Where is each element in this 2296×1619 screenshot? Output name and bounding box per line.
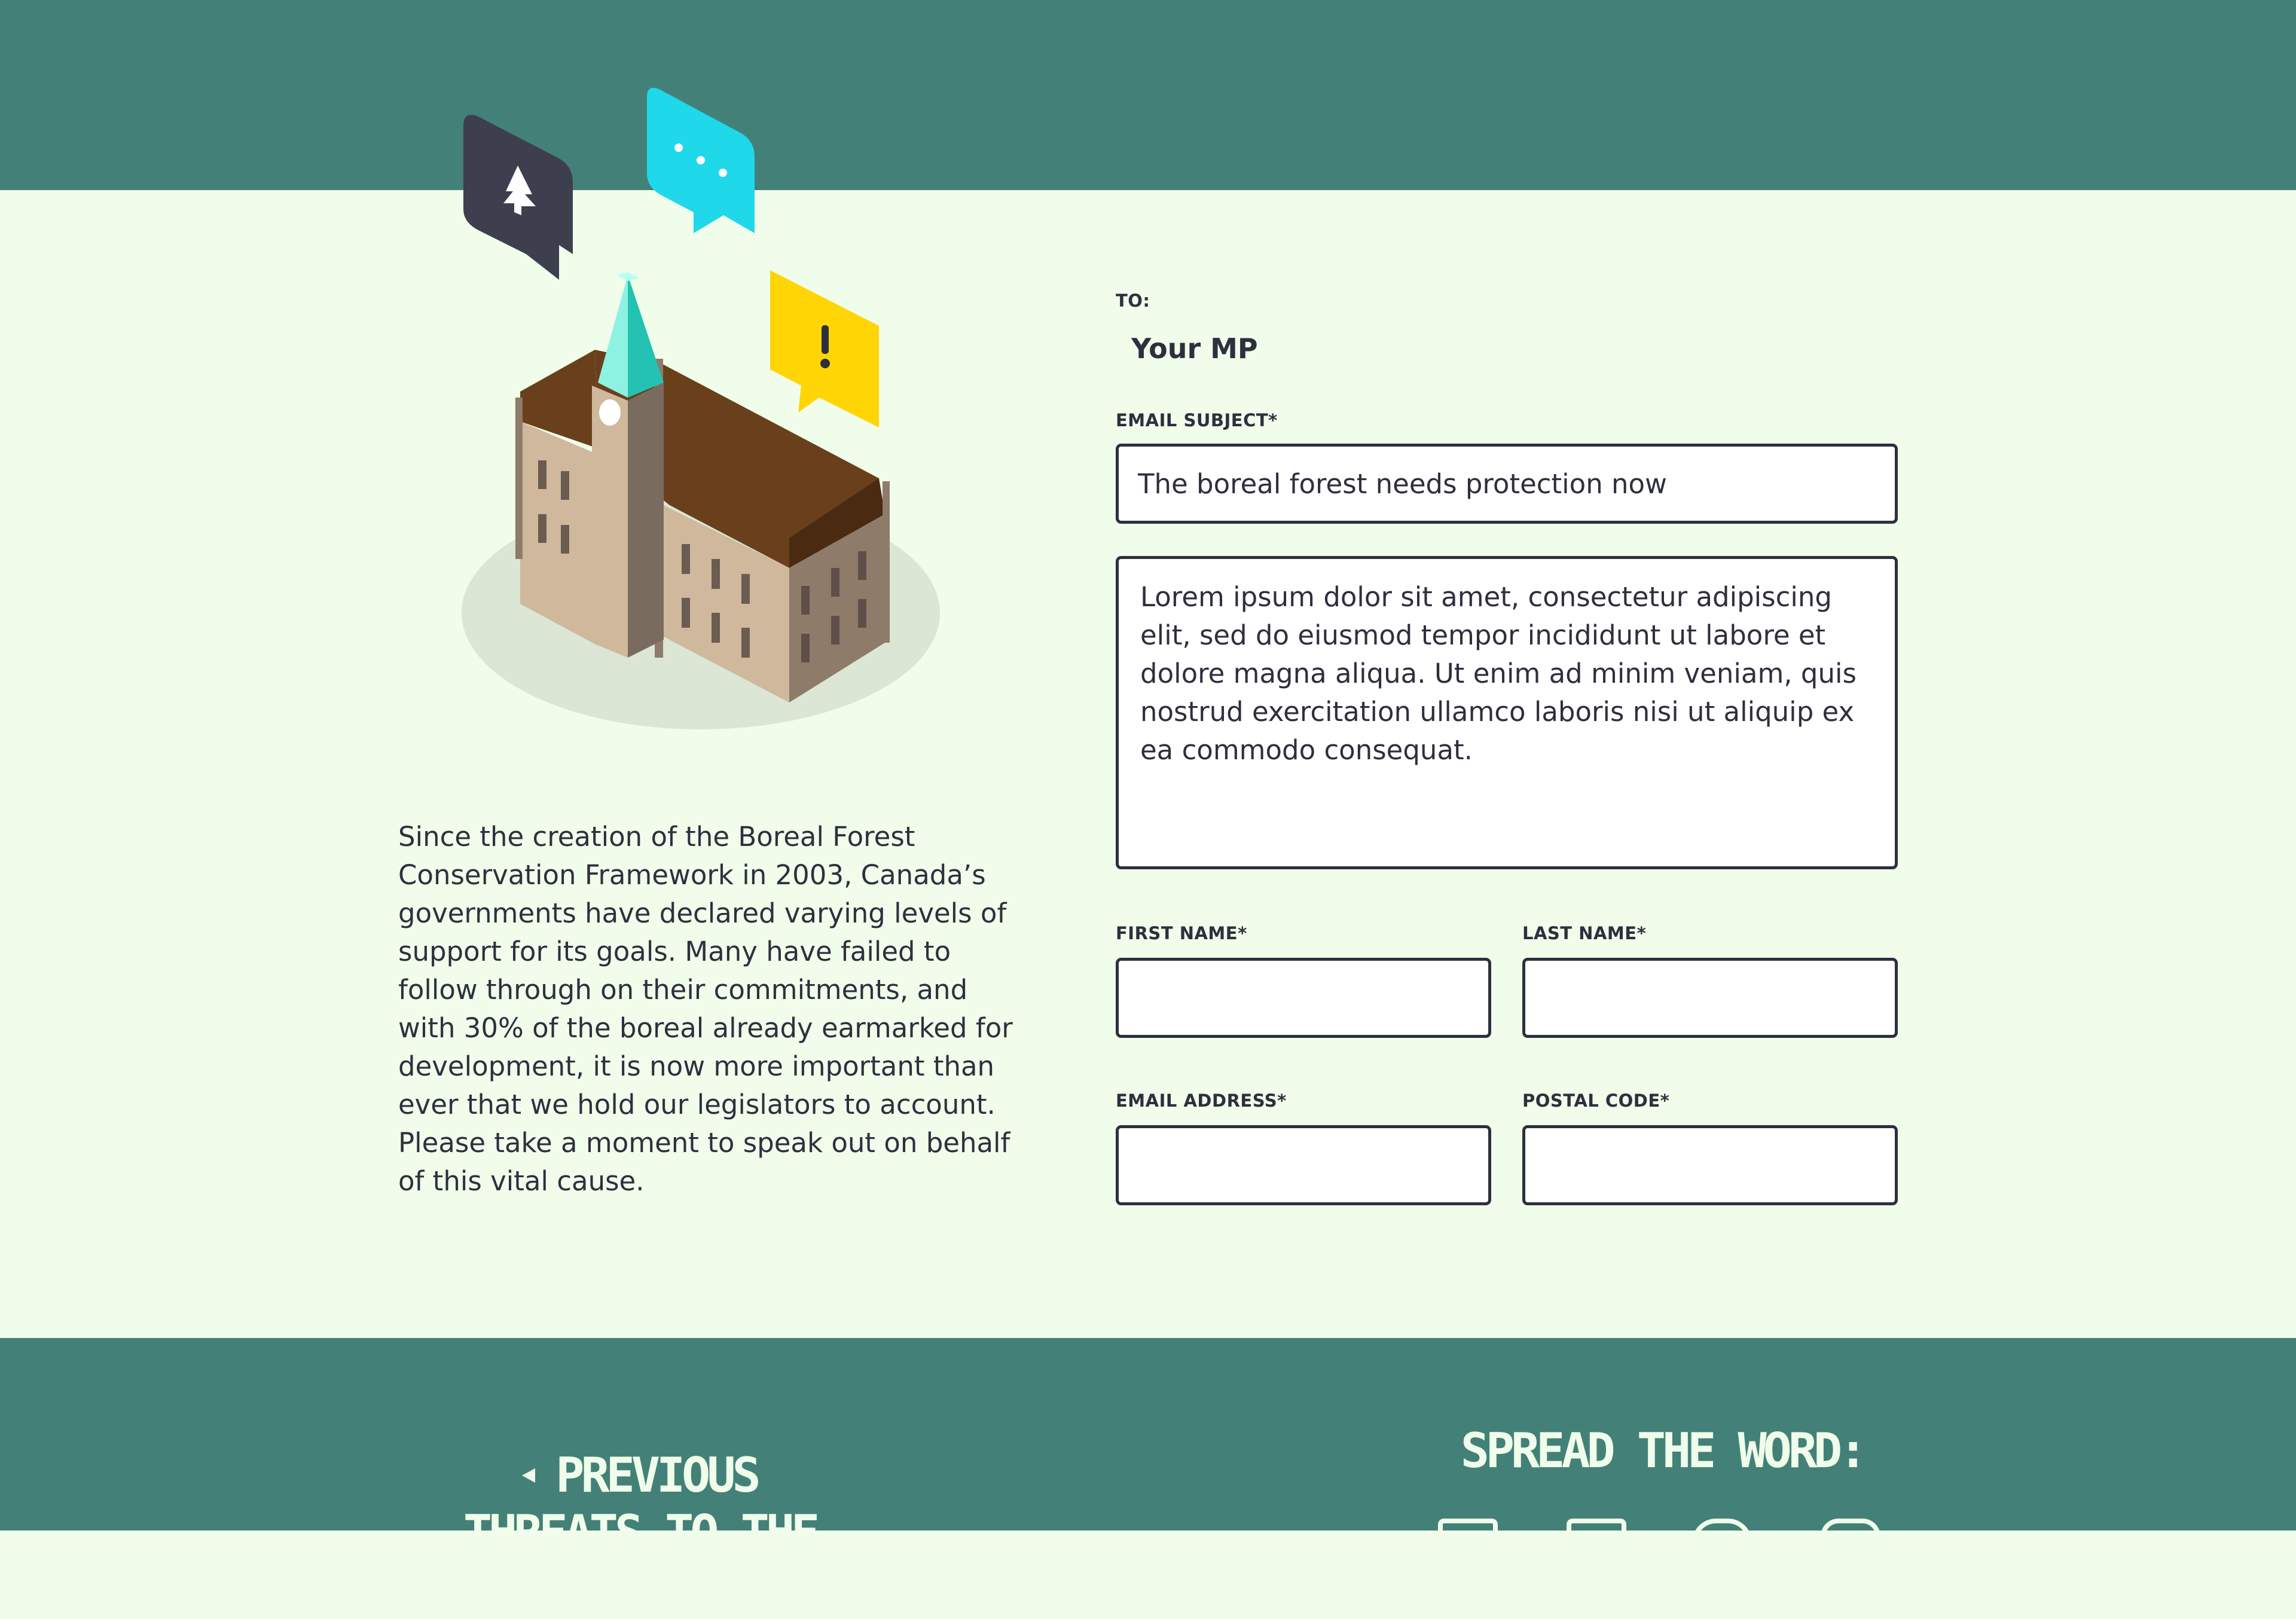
spread-the-word-heading: SPREAD THE WORD:	[1460, 1423, 1864, 1479]
previous-page-title: THREATS TO THE BOREAL	[463, 1505, 817, 1618]
linkedin-share-icon[interactable]	[1567, 1519, 1626, 1542]
previous-label: PREVIOUS	[555, 1447, 758, 1503]
intro-paragraph: Since the creation of the Boreal Forest Conservation Framework in 2003, Canada’s governments have declared varying levels of support for its goals. Many have failed to follow through on their commitments, and with 30% of the boreal already earmarked for development, it is now more important than ever that we hold our legislators to account. Please take a moment to speak out on behalf of this vital cause.	[398, 821, 1013, 1197]
email-subject-label: EMAIL SUBJECT*	[1116, 410, 1278, 430]
postal-code-label: POSTAL CODE*	[1522, 1090, 1670, 1111]
first-name-input[interactable]	[1116, 958, 1491, 1038]
email-subject-input[interactable]	[1116, 444, 1898, 524]
to-label: TO:	[1116, 291, 1150, 311]
exclamation-speech-bubble-icon	[770, 270, 879, 427]
parliament-illustration	[442, 78, 981, 747]
chevron-left-icon	[522, 1468, 535, 1483]
postal-code-input[interactable]	[1522, 1125, 1898, 1205]
footer-band	[0, 1338, 2296, 1531]
recipient-value: Your MP	[1131, 332, 1258, 365]
last-name-label: LAST NAME*	[1522, 923, 1647, 943]
tree-speech-bubble-icon	[463, 115, 573, 280]
instagram-share-icon[interactable]	[1821, 1519, 1880, 1542]
facebook-share-icon[interactable]	[1438, 1519, 1498, 1542]
header-band	[0, 0, 2296, 190]
last-name-input[interactable]	[1522, 958, 1898, 1038]
email-address-label: EMAIL ADDRESS*	[1116, 1090, 1287, 1111]
ellipsis-speech-bubble-icon	[647, 88, 755, 233]
first-name-label: FIRST NAME*	[1116, 923, 1247, 943]
email-address-input[interactable]	[1116, 1125, 1491, 1205]
email-message-textarea[interactable]	[1116, 556, 1898, 869]
previous-page-link[interactable]	[413, 1447, 867, 1619]
